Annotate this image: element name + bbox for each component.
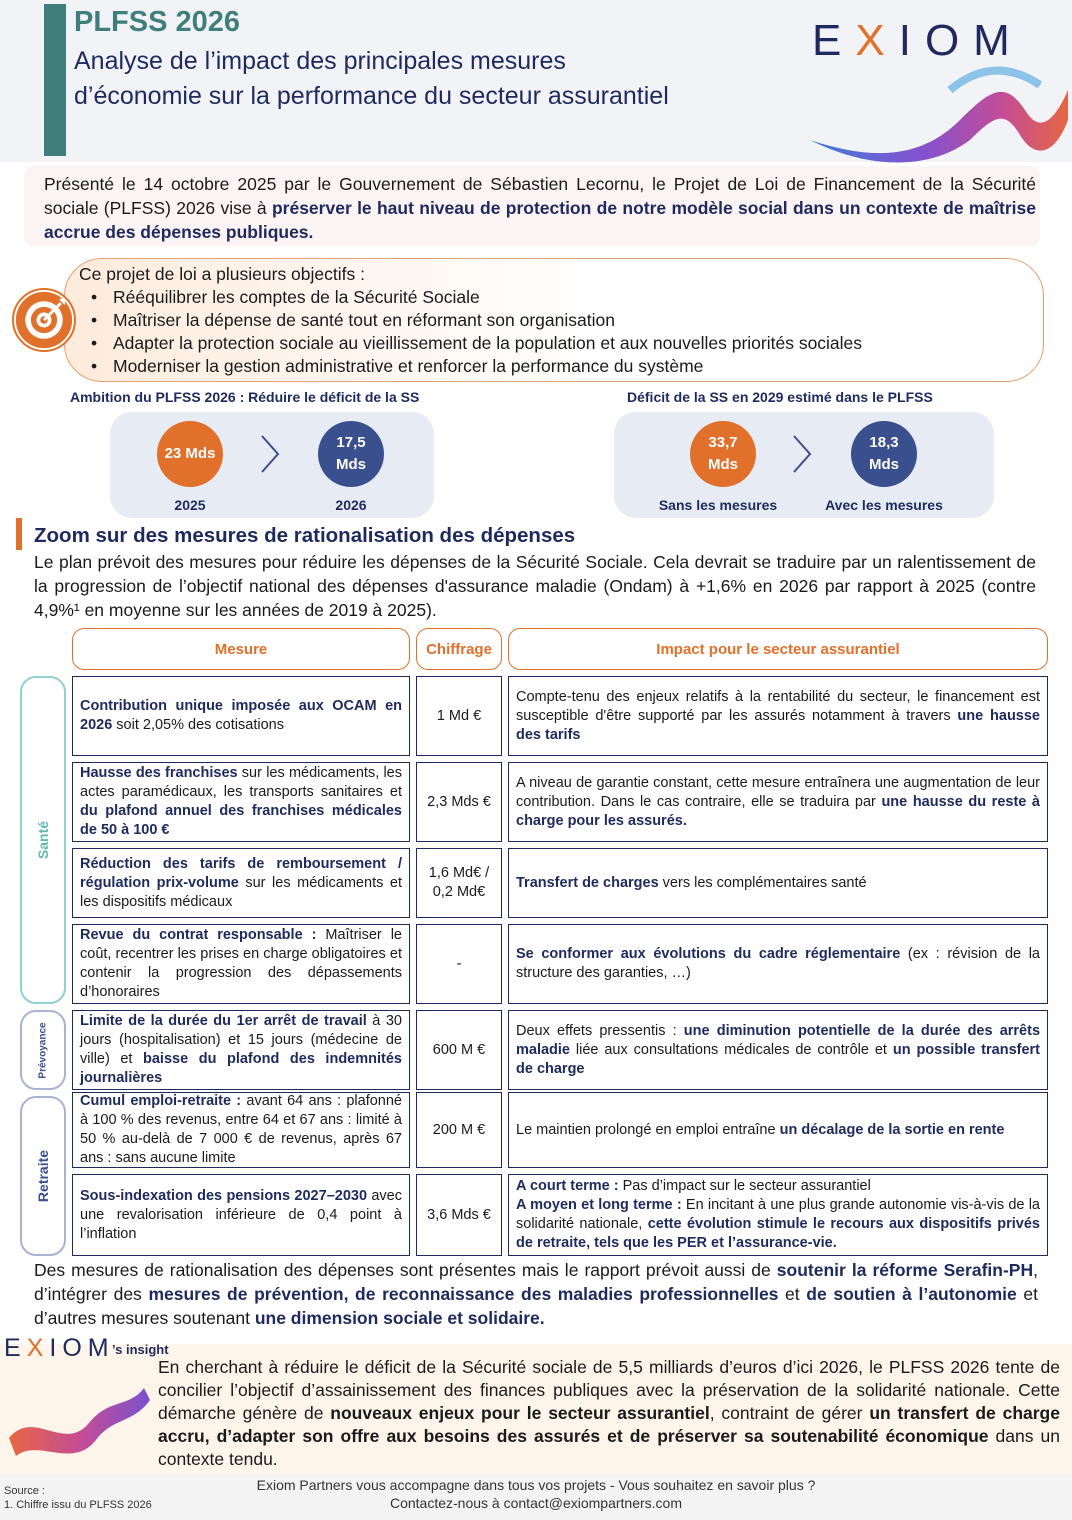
category-sante: Santé [20,676,66,1004]
table-row-7-impact: A court terme : Pas d’impact sur le secteur assurantiel A moyen et long terme : En incitant à une plus grande autonomie vis-à-vis de la solidarité nationale, cette évolution stimule le recours aux dispositifs privés de retraite, tels que les PER et l’assurance-vie. [508,1174,1048,1256]
insight-paragraph: En cherchant à réduire le déficit de la Sécurité sociale de 5,5 milliards d’euros d’ici 2026, le PLFSS 2026 tente de concilier l’objectif d’assainissement des finances publiques avec la préservation de la solidarité nationale. Cette démarche génère de nouveaux enjeux pour le secteur assurantiel, contraint de gérer un transfert de charge accru, d’adapter son offre aux besoins des assurés et de préserver sa soutenabilité économique dans un contexte tendu. [158,1357,1061,1469]
table-row-3-mesure: Réduction des tarifs de remboursement / régulation prix-volume sur les médicaments et les dispositifs médicaux [72,848,410,918]
insight-tag: ’s insight [112,1342,169,1357]
table-row-6-cost: 200 M € [416,1092,502,1168]
insight-logo: EXIOM [4,1334,115,1362]
objectives-list [79,286,1043,378]
footer-line-1: Exiom Partners vous accompagne dans tous vos projets - Vous souhaitez en savoir plus ? [256,1477,816,1493]
category-prevoyance: Prévoyance [20,1010,66,1090]
table-row-2-mesure: Hausse des franchises sur les médicaments, les actes paramédicaux, les transports sanitaires et du plafond annuel des franchises médicales de 50 à 100 € [72,762,410,842]
stat-right-title: Déficit de la SS en 2029 estimé dans le PLFSS [627,389,933,405]
table-row-3-impact: Transfert de charges vers les complémentaires santé [508,848,1048,918]
intro-paragraph: Présenté le 14 octobre 2025 par le Gouvernement de Sébastien Lecornu, le Projet de Loi de Financement de la Sécurité sociale (PLFSS) 2026 vise à préserver le haut niveau de protection de notre modèle social dans un contexte de maîtrise accrue des dépenses publiques. [24,166,1040,246]
page-subtitle: Analyse de l’impact des principales mesures d’économie sur la performance du secteur assurantiel [74,47,669,110]
table-row-2-impact: A niveau de garantie constant, cette mesure entraînera une augmentation de leur contribution. Dans le cas contraire, elle se traduira par une hausse du reste à charge pour les assurés. [508,762,1048,842]
table-row-2-cost: 2,3 Mds € [416,762,502,842]
table-row-3-cost: 1,6 Md€ / 0,2 Md€ [416,848,502,918]
table-row-5-impact: Deux effets pressentis : une diminution potentielle de la durée des arrêts maladie liée aux consultations médicales de contrôle et un possible transfert de charge [508,1010,1048,1090]
table-header-mesure: Mesure [72,628,410,670]
stat-right-from-circle: 33,7 Mds [690,421,756,487]
table-row-4-cost: - [416,924,502,1004]
section-paragraph: Le plan prévoit des mesures pour réduire les dépenses de la Sécurité Sociale. Cela devrait se traduire par un ralentissement de la progression de l’objectif national des dépenses d'assurance maladie (Ondam) à +1,6% en 2026 par rapport à 2025 (contre 4,9%¹ en moyenne sur les années de 2019 à 2025). [34,552,1036,620]
stat-left-from-circle: 23 Mds [157,421,223,487]
header-accent-bar [44,4,66,156]
closing-paragraph: Des mesures de rationalisation des dépenses sont présentes mais le rapport prévoit aussi de soutenir la réforme Serafin-PH, d’intégrer des mesures de prévention, de reconnaissance des maladies professionnelles et de soutien à l’autonomie et d’autres mesures soutenant une dimension sociale et solidaire. [34,1260,1038,1328]
objectives-heading: Ce projet de loi a plusieurs objectifs : [79,264,365,284]
page-title: PLFSS 2026 [74,6,241,38]
table-row-6-mesure: Cumul emploi-retraite : avant 64 ans : plafonné à 100 % des revenus, entre 64 et 67 ans : limité à 50 % au-delà de 7 000 € de revenus, après 67 ans : sans aucune limite [72,1092,410,1168]
section-title: Zoom sur des mesures de rationalisation des dépenses [34,524,576,547]
table-row-4-mesure: Revue du contrat responsable : Maîtriser le coût, recentrer les prises en charge obligatoires et contenir la progression des dépassements d’honoraires [72,924,410,1004]
list-item: • Adapter la protection sociale au vieillissement de la population et aux nouvelles priorités sociales [79,332,1043,355]
section-accent-bar [16,518,22,550]
exiom-logo: EXIOM [812,16,1024,65]
table-row-1-cost: 1 Md € [416,676,502,756]
footer [0,1474,1072,1520]
table-row-7-mesure: Sous-indexation des pensions 2027–2030 avec une revalorisation inférieure de 0,4 point à l’inflation [72,1174,410,1256]
table-row-1-impact: Compte-tenu des enjeux relatifs à la rentabilité du secteur, le financement est susceptible d'être supporté par les assurés notamment à travers une hausse des tarifs [508,676,1048,756]
table-row-7-cost: 3,6 Mds € [416,1174,502,1256]
source-note [4,1484,152,1512]
ribbon-decoration-icon [4,1378,152,1464]
stat-right-from-label: Sans les mesures [658,497,778,513]
stat-left-to-circle: 17,5 Mds [318,421,384,487]
stat-right-to-circle: 18,3 Mds [851,421,917,487]
stat-right-to-label: Avec les mesures [825,497,943,513]
ribbon-decoration-icon [800,60,1070,164]
table-row-5-mesure: Limite de la durée du 1er arrêt de travail à 30 jours (hospitalisation) et 15 jours (médecine de ville) et baisse du plafond des indemnités journalières [72,1010,410,1090]
stat-left-from-label: 2025 [174,497,206,513]
stat-left-title: Ambition du PLFSS 2026 : Réduire le déficit de la SS [70,389,420,405]
list-item: • Maîtriser la dépense de santé tout en réformant son organisation [79,309,1043,332]
category-retraite: Retraite [20,1096,66,1256]
source-footnote: 1. Chiffre issu du PLFSS 2026 [4,1499,152,1511]
objectives-box [64,258,1044,382]
table-row-4-impact: Se conformer aux évolutions du cadre réglementaire (ex : révision de la structure des garanties, …) [508,924,1048,1004]
chevron-right-icon [790,434,814,474]
list-item: • Rééquilibrer les comptes de la Sécurité Sociale [79,286,1043,309]
footer-contact[interactable]: Contactez-nous à contact@exiompartners.com [389,1495,682,1511]
table-row-6-impact: Le maintien prolongé en emploi entraîne un décalage de la sortie en rente [508,1092,1048,1168]
table-row-1-mesure: Contribution unique imposée aux OCAM en 2026 soit 2,05% des cotisations [72,676,410,756]
stat-left-to-label: 2026 [335,497,367,513]
list-item: • Moderniser la gestion administrative et renforcer la performance du système [79,355,1043,378]
chevron-right-icon [258,434,282,474]
source-label: Source : [4,1485,45,1497]
target-icon [12,288,76,352]
table-header-chiffrage: Chiffrage [416,628,502,670]
table-row-5-cost: 600 M € [416,1010,502,1090]
table-header-impact: Impact pour le secteur assurantiel [508,628,1048,670]
